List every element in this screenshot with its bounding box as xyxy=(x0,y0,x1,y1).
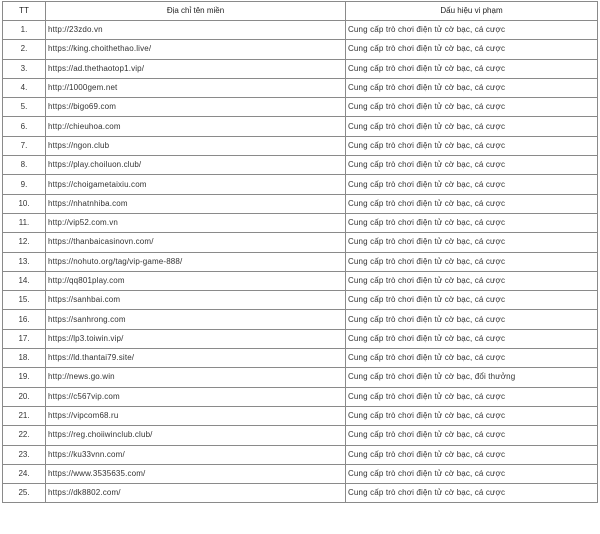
row-number-cell: 22. xyxy=(3,426,46,445)
column-header-violation: Dấu hiệu vi phạm xyxy=(346,2,598,21)
violation-cell: Cung cấp trò chơi điện tử cờ bạc, cá cược xyxy=(346,310,598,329)
domain-cell: https://nohuto.org/tag/vip-game-888/ xyxy=(46,252,346,271)
violation-cell: Cung cấp trò chơi điện tử cờ bạc, cá cược xyxy=(346,406,598,425)
row-number-cell: 15. xyxy=(3,291,46,310)
table-row xyxy=(3,21,598,40)
violation-cell: Cung cấp trò chơi điện tử cờ bạc, cá cược xyxy=(346,445,598,464)
table-row xyxy=(3,445,598,464)
domain-cell: https://bigo69.com xyxy=(46,98,346,117)
violation-cell: Cung cấp trò chơi điện tử cờ bạc, cá cược xyxy=(346,213,598,232)
domain-cell: https://dk8802.com/ xyxy=(46,484,346,503)
table-body xyxy=(3,21,598,503)
row-number-cell: 14. xyxy=(3,271,46,290)
violation-cell: Cung cấp trò chơi điện tử cờ bạc, cá cược xyxy=(346,464,598,483)
violation-cell: Cung cấp trò chơi điện tử cờ bạc, cá cược xyxy=(346,349,598,368)
domain-cell: http://chieuhoa.com xyxy=(46,117,346,136)
row-number-cell: 1. xyxy=(3,21,46,40)
domain-cell: http://vip52.com.vn xyxy=(46,213,346,232)
domain-cell: http://qq801play.com xyxy=(46,271,346,290)
table-row xyxy=(3,194,598,213)
table-row xyxy=(3,310,598,329)
violation-cell: Cung cấp trò chơi điện tử cờ bạc, cá cược xyxy=(346,78,598,97)
table-row xyxy=(3,387,598,406)
row-number-cell: 11. xyxy=(3,213,46,232)
row-number-cell: 10. xyxy=(3,194,46,213)
domain-cell: http://news.go.win xyxy=(46,368,346,387)
domain-cell: https://ld.thantai79.site/ xyxy=(46,349,346,368)
table-row xyxy=(3,484,598,503)
table-row xyxy=(3,426,598,445)
row-number-cell: 16. xyxy=(3,310,46,329)
row-number-cell: 3. xyxy=(3,59,46,78)
violation-cell: Cung cấp trò chơi điện tử cờ bạc, cá cược xyxy=(346,156,598,175)
table-row xyxy=(3,252,598,271)
domain-cell: https://sanhrong.com xyxy=(46,310,346,329)
violation-cell: Cung cấp trò chơi điện tử cờ bạc, cá cược xyxy=(346,426,598,445)
table-row xyxy=(3,329,598,348)
violation-cell: Cung cấp trò chơi điện tử cờ bạc, cá cược xyxy=(346,21,598,40)
table-row xyxy=(3,291,598,310)
table-row xyxy=(3,156,598,175)
table-row xyxy=(3,406,598,425)
row-number-cell: 20. xyxy=(3,387,46,406)
table-row xyxy=(3,40,598,59)
violation-cell: Cung cấp trò chơi điện tử cờ bạc, cá cược xyxy=(346,98,598,117)
domain-cell: https://vipcom68.ru xyxy=(46,406,346,425)
row-number-cell: 13. xyxy=(3,252,46,271)
violation-cell: Cung cấp trò chơi điện tử cờ bạc, cá cược xyxy=(346,117,598,136)
row-number-cell: 25. xyxy=(3,484,46,503)
column-header-domain: Địa chỉ tên miền xyxy=(46,2,346,21)
violation-cell: Cung cấp trò chơi điện tử cờ bạc, cá cược xyxy=(346,329,598,348)
table-row xyxy=(3,464,598,483)
domain-cell: https://www.3535635.com/ xyxy=(46,464,346,483)
violation-cell: Cung cấp trò chơi điện tử cờ bạc, cá cược xyxy=(346,233,598,252)
table-row xyxy=(3,271,598,290)
table-row xyxy=(3,368,598,387)
domain-cell: https://sanhbai.com xyxy=(46,291,346,310)
domain-cell: http://1000gem.net xyxy=(46,78,346,97)
table-row xyxy=(3,233,598,252)
row-number-cell: 19. xyxy=(3,368,46,387)
violation-cell: Cung cấp trò chơi điện tử cờ bạc, cá cược xyxy=(346,291,598,310)
domain-cell: https://ngon.club xyxy=(46,136,346,155)
domain-cell: https://thanbaicasinovn.com/ xyxy=(46,233,346,252)
row-number-cell: 23. xyxy=(3,445,46,464)
domain-cell: http://23zdo.vn xyxy=(46,21,346,40)
domain-cell: https://play.choiluon.club/ xyxy=(46,156,346,175)
row-number-cell: 6. xyxy=(3,117,46,136)
violation-cell: Cung cấp trò chơi điện tử cờ bạc, cá cược xyxy=(346,271,598,290)
row-number-cell: 5. xyxy=(3,98,46,117)
violation-cell: Cung cấp trò chơi điện tử cờ bạc, cá cược xyxy=(346,252,598,271)
table-row xyxy=(3,59,598,78)
column-header-tt: TT xyxy=(3,2,46,21)
domain-cell: https://c567vip.com xyxy=(46,387,346,406)
table-row xyxy=(3,98,598,117)
table-row xyxy=(3,175,598,194)
violation-cell: Cung cấp trò chơi điện tử cờ bạc, đổi thưởng xyxy=(346,368,598,387)
violation-cell: Cung cấp trò chơi điện tử cờ bạc, cá cược xyxy=(346,136,598,155)
violation-cell: Cung cấp trò chơi điện tử cờ bạc, cá cược xyxy=(346,59,598,78)
row-number-cell: 2. xyxy=(3,40,46,59)
row-number-cell: 9. xyxy=(3,175,46,194)
table-row xyxy=(3,349,598,368)
table-row xyxy=(3,136,598,155)
violation-cell: Cung cấp trò chơi điện tử cờ bạc, cá cược xyxy=(346,194,598,213)
row-number-cell: 8. xyxy=(3,156,46,175)
violation-cell: Cung cấp trò chơi điện tử cờ bạc, cá cược xyxy=(346,40,598,59)
violation-cell: Cung cấp trò chơi điện tử cờ bạc, cá cược xyxy=(346,387,598,406)
row-number-cell: 24. xyxy=(3,464,46,483)
table-row xyxy=(3,78,598,97)
header-row xyxy=(3,2,598,21)
row-number-cell: 7. xyxy=(3,136,46,155)
row-number-cell: 12. xyxy=(3,233,46,252)
domain-cell: https://reg.choiiwinclub.club/ xyxy=(46,426,346,445)
row-number-cell: 17. xyxy=(3,329,46,348)
domain-cell: https://king.choithethao.live/ xyxy=(46,40,346,59)
domain-cell: https://ad.thethaotop1.vip/ xyxy=(46,59,346,78)
table-header xyxy=(3,2,598,21)
row-number-cell: 18. xyxy=(3,349,46,368)
violating-domains-table xyxy=(2,1,598,503)
violation-cell: Cung cấp trò chơi điện tử cờ bạc, cá cược xyxy=(346,484,598,503)
violation-cell: Cung cấp trò chơi điện tử cờ bạc, cá cược xyxy=(346,175,598,194)
table-row xyxy=(3,117,598,136)
domain-cell: https://lp3.toiwin.vip/ xyxy=(46,329,346,348)
domain-cell: https://ku33vnn.com/ xyxy=(46,445,346,464)
row-number-cell: 21. xyxy=(3,406,46,425)
domain-cell: https://nhatnhiba.com xyxy=(46,194,346,213)
row-number-cell: 4. xyxy=(3,78,46,97)
domain-cell: https://choigametaixiu.com xyxy=(46,175,346,194)
table-row xyxy=(3,213,598,232)
